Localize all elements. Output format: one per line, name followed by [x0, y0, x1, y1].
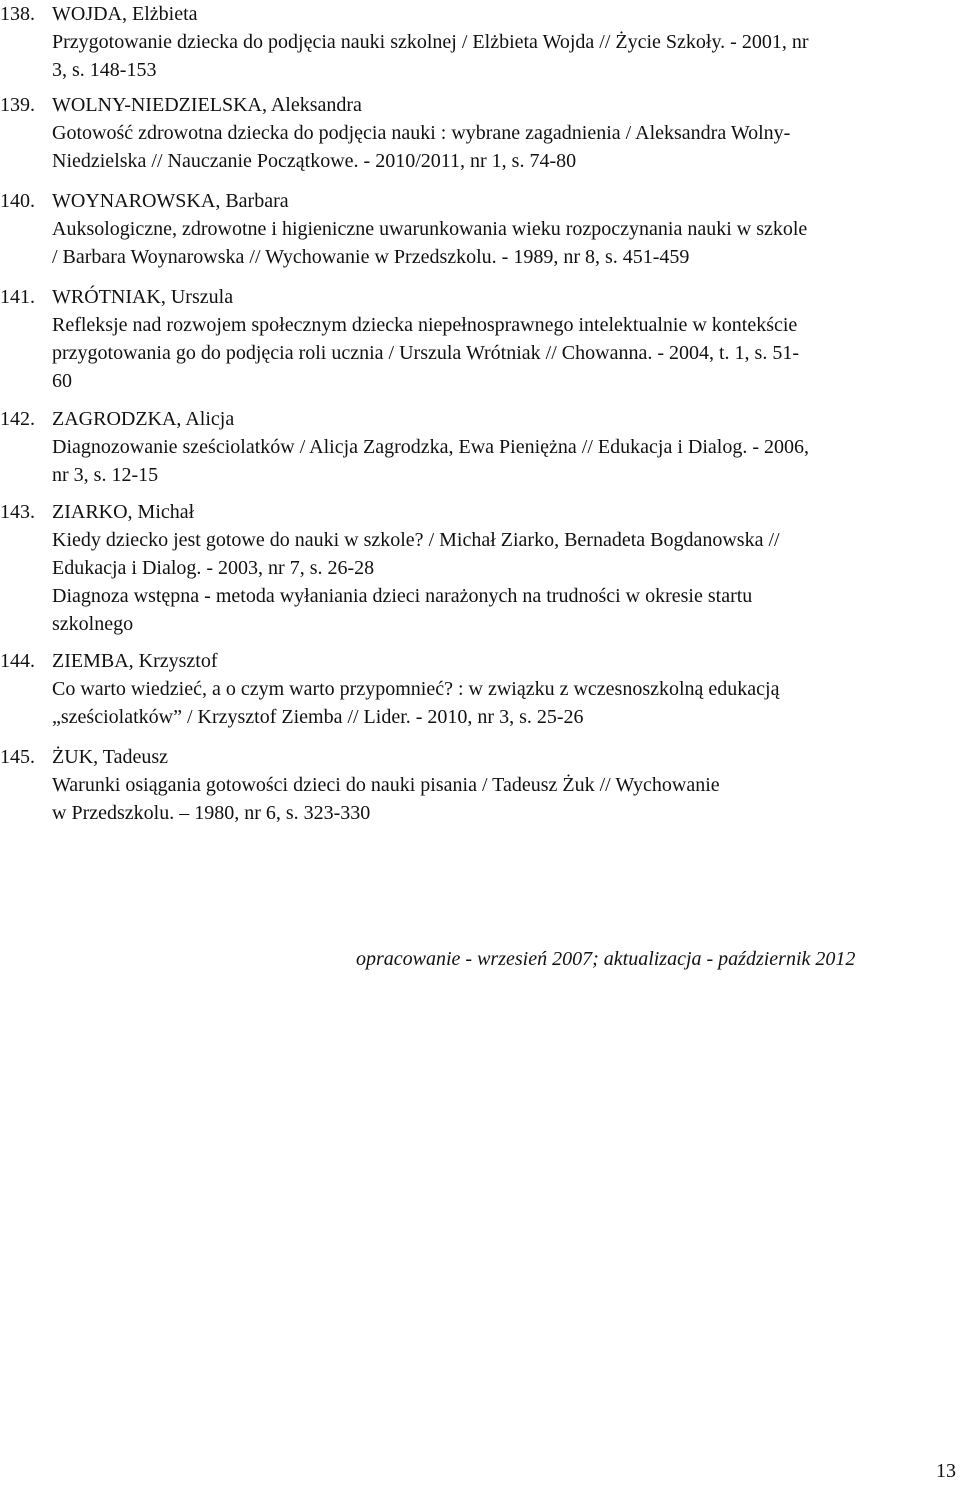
- entry-number: 144.: [0, 650, 35, 672]
- entry-description-line: 60: [52, 370, 72, 392]
- entry-description-line: Diagnozowanie sześciolatków / Alicja Zagrodzka, Ewa Pieniężna // Edukacja i Dialog. - 2006,: [52, 436, 809, 458]
- page-number: 13: [936, 1460, 956, 1482]
- entry-description-line: szkolnego: [52, 613, 134, 635]
- entry-description-line: 3, s. 148-153: [52, 59, 157, 81]
- entry-author: ŻUK, Tadeusz: [52, 746, 168, 768]
- entry-description-line: Niedzielska // Nauczanie Początkowe. - 2010/2011, nr 1, s. 74-80: [52, 150, 577, 172]
- entry-description-line: nr 3, s. 12-15: [52, 464, 159, 486]
- entry-description-line: Kiedy dziecko jest gotowe do nauki w szkole? / Michał Ziarko, Bernadeta Bogdanowska //: [52, 529, 780, 551]
- entry-number: 139.: [0, 94, 35, 116]
- entry-number: 138.: [0, 3, 35, 25]
- entry-author: WOYNAROWSKA, Barbara: [52, 190, 289, 212]
- entry-description-line: Refleksje nad rozwojem społecznym dziecka niepełnosprawnego intelektualnie w kontekście: [52, 314, 798, 336]
- compilation-note: opracowanie - wrzesień 2007; aktualizacja - październik 2012: [356, 948, 856, 970]
- entry-author: ZIEMBA, Krzysztof: [52, 650, 218, 672]
- entry-description-line: przygotowania go do podjęcia roli ucznia / Urszula Wrótniak // Chowanna. - 2004, t. 1, s. 51-: [52, 342, 799, 364]
- entry-description-line: Diagnoza wstępna - metoda wyłaniania dzieci narażonych na trudności w okresie startu: [52, 585, 753, 607]
- entry-author: WOLNY-NIEDZIELSKA, Aleksandra: [52, 94, 362, 116]
- entry-description-line: Co warto wiedzieć, a o czym warto przypomnieć? : w związku z wczesnoszkolną edukacją: [52, 678, 780, 700]
- entry-description-line: Auksologiczne, zdrowotne i higieniczne uwarunkowania wieku rozpoczynania nauki w szkole: [52, 218, 808, 240]
- entry-author: ZIARKO, Michał: [52, 501, 195, 523]
- entry-number: 141.: [0, 286, 35, 308]
- entry-description-line: „sześciolatków” / Krzysztof Ziemba // Lider. - 2010, nr 3, s. 25-26: [52, 706, 584, 728]
- entry-number: 140.: [0, 190, 35, 212]
- entry-description-line: / Barbara Woynarowska // Wychowanie w Przedszkolu. - 1989, nr 8, s. 451-459: [52, 246, 690, 268]
- entry-description-line: w Przedszkolu. – 1980, nr 6, s. 323-330: [52, 802, 371, 824]
- entry-author: WRÓTNIAK, Urszula: [52, 286, 234, 308]
- entry-description-line: Edukacja i Dialog. - 2003, nr 7, s. 26-28: [52, 557, 375, 579]
- entry-description-line: Przygotowanie dziecka do podjęcia nauki szkolnej / Elżbieta Wojda // Życie Szkoły. - 2001, nr: [52, 31, 809, 53]
- entry-number: 145.: [0, 746, 35, 768]
- entry-number: 142.: [0, 408, 35, 430]
- entry-description-line: Warunki osiągania gotowości dzieci do nauki pisania / Tadeusz Żuk // Wychowanie: [52, 774, 720, 796]
- entry-author: ZAGRODZKA, Alicja: [52, 408, 235, 430]
- entry-description-line: Gotowość zdrowotna dziecka do podjęcia nauki : wybrane zagadnienia / Aleksandra Wolny-: [52, 122, 791, 144]
- entry-author: WOJDA, Elżbieta: [52, 3, 198, 25]
- entry-number: 143.: [0, 501, 35, 523]
